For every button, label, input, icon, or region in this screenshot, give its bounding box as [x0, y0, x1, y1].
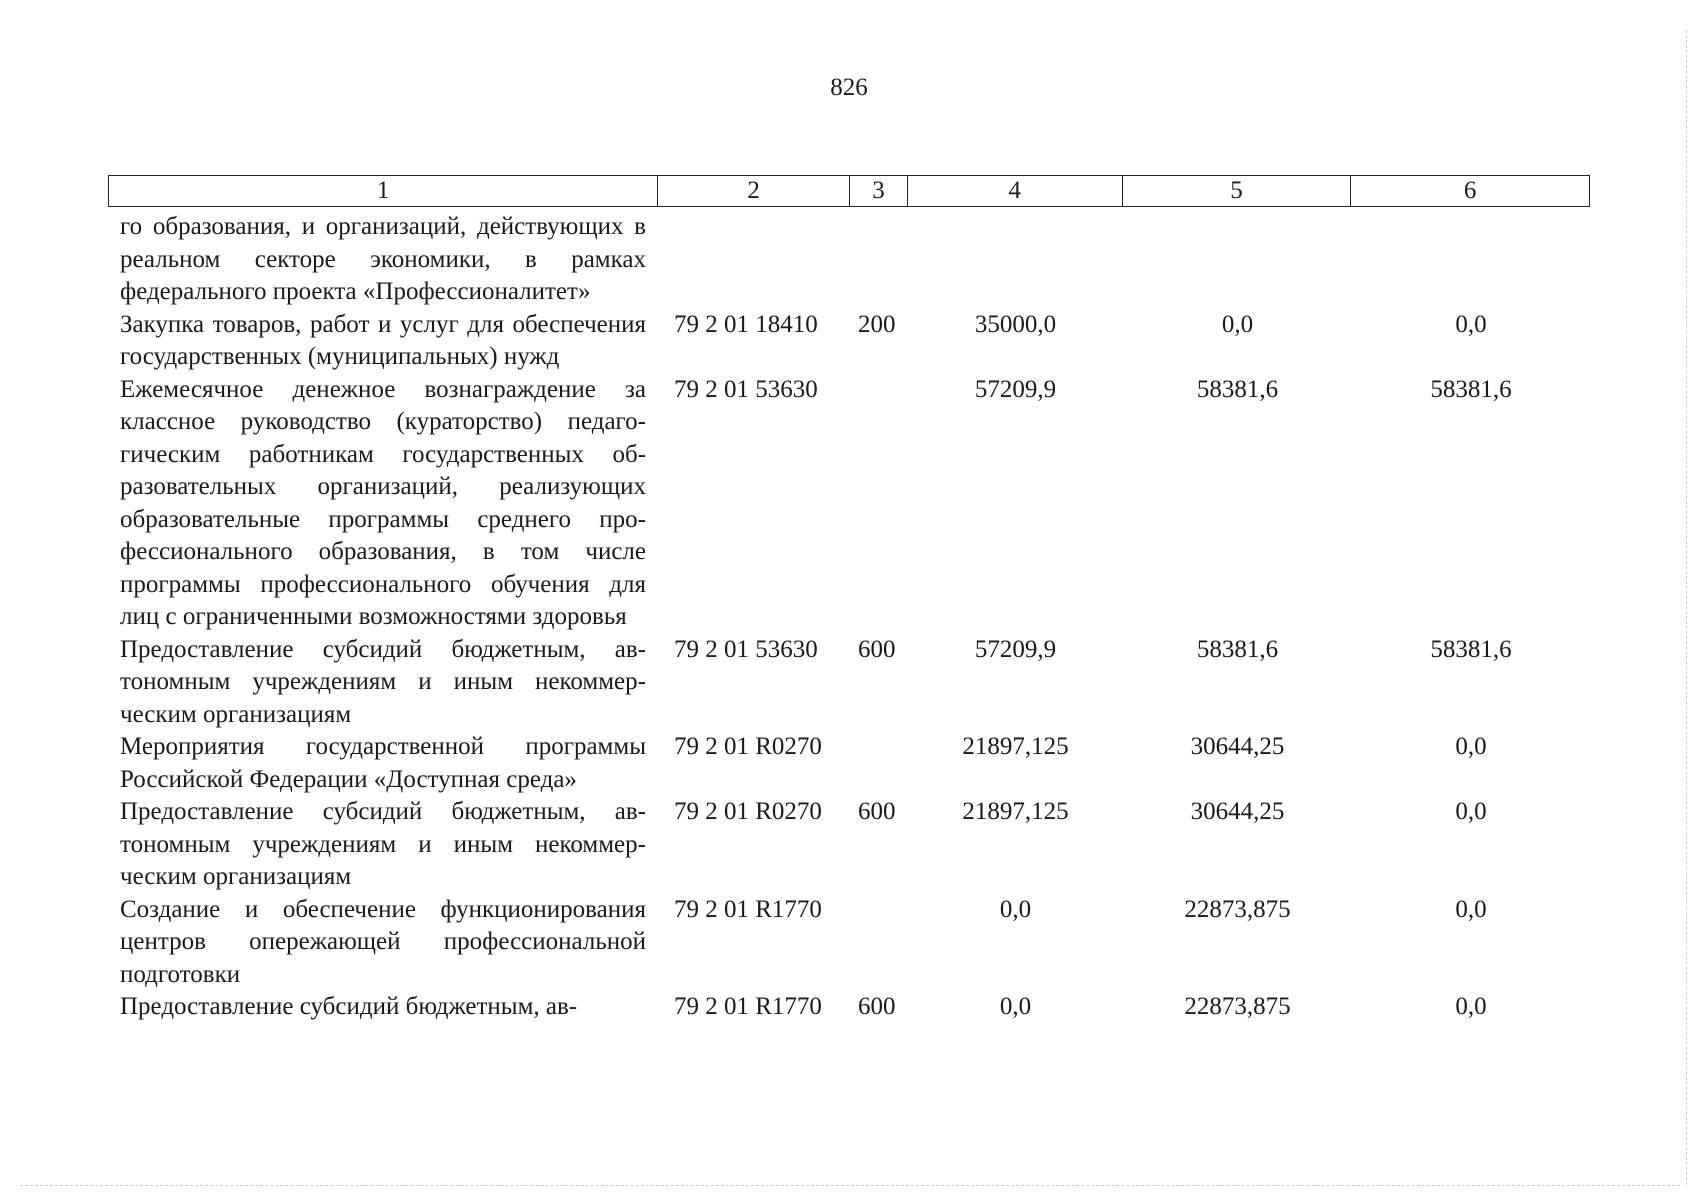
- row-value-6: 0,0: [1455, 798, 1487, 825]
- table-row: [108, 796, 1590, 894]
- row-description: Ежемесячное денежное вознаграждение за классное руководство (кураторство) педагогическим работникам государственных образовательных организаций, реализующих образовательные программы среднего профессионального образования, в том числе программы профессионального обучения для лиц с ограниченными возможностями здоровья: [120, 375, 646, 630]
- table-row: [108, 991, 1590, 1024]
- row-description: Предоставление субсидий бюджетным, автономным учреждениям и иным некоммерческим организациям: [120, 635, 646, 728]
- table-row: [108, 634, 1590, 732]
- row-description: Предоставление субсидий бюджетным, автономным учреждениям и иным некоммерческим организациям: [120, 798, 646, 890]
- row-value-6: 0,0: [1455, 895, 1487, 923]
- row-code: 79 2 01 18410: [674, 310, 818, 338]
- header-col-6: 6: [1463, 177, 1477, 204]
- row-value-4: 35000,0: [974, 310, 1057, 338]
- scan-edge-bottom: [20, 1185, 1680, 1186]
- row-value-4: 21897,125: [962, 798, 1069, 825]
- row-description: Закупка товаров, работ и услуг для обеспечения государственных (муниципальных) нужд: [120, 310, 646, 370]
- row-value-6: 58381,6: [1430, 375, 1512, 403]
- table-row: [108, 374, 1590, 634]
- table-row: [108, 309, 1590, 374]
- row-code: 79 2 01 R1770: [674, 993, 822, 1020]
- row-value-5: 30644,25: [1190, 733, 1285, 760]
- row-value-4: 0,0: [999, 993, 1032, 1020]
- row-code: 79 2 01 R1770: [674, 895, 822, 923]
- row-code: 79 2 01 R0270: [674, 733, 822, 760]
- row-value-6: 0,0: [1455, 310, 1487, 338]
- row-value-5: 58381,6: [1196, 375, 1279, 403]
- row-description: Предоставление субсидий бюджетным, ав-: [120, 993, 578, 1020]
- table-row: [108, 894, 1590, 992]
- row-type: 200: [858, 310, 896, 338]
- header-col-5: 5: [1123, 176, 1352, 206]
- row-value-6: 0,0: [1455, 733, 1487, 760]
- row-type: 600: [858, 635, 896, 663]
- table-row: [108, 211, 1590, 309]
- row-value-6: 58381,6: [1430, 635, 1512, 663]
- row-value-5: 0,0: [1221, 310, 1254, 338]
- row-value-5: 22873,875: [1184, 895, 1291, 923]
- row-description: Мероприятия государственной программы Российской Федерации «Доступная среда»: [120, 733, 646, 793]
- header-col-4: 4: [908, 176, 1123, 206]
- row-value-5: 58381,6: [1196, 635, 1279, 663]
- table-header-row: [108, 175, 1590, 207]
- row-type: 600: [858, 798, 896, 825]
- row-type: 600: [858, 993, 896, 1020]
- row-description: Создание и обеспечение функционирования центров опережающей профессиональной подготовки: [120, 895, 646, 988]
- row-code: 79 2 01 53630: [674, 635, 818, 663]
- table-body: [108, 211, 1590, 1024]
- scan-edge-right: [1686, 30, 1687, 1185]
- row-code: 79 2 01 R0270: [674, 798, 822, 825]
- header-col-2: 2: [658, 176, 850, 206]
- header-col-1: 1: [109, 176, 658, 206]
- page-number: 826: [830, 74, 868, 101]
- row-value-4: 57209,9: [974, 635, 1057, 663]
- row-description: го образования, и организаций, действующих в реальном секторе экономики, в рамках федерального проекта «Профессионалитет»: [120, 213, 646, 305]
- row-value-5: 30644,25: [1190, 798, 1285, 825]
- row-value-4: 21897,125: [962, 733, 1069, 760]
- row-code: 79 2 01 53630: [674, 375, 818, 403]
- row-value-4: 57209,9: [974, 375, 1057, 403]
- row-value-4: 0,0: [999, 895, 1032, 923]
- header-col-3: 3: [850, 176, 908, 206]
- row-value-6: 0,0: [1455, 993, 1487, 1020]
- table-row: [108, 731, 1590, 796]
- row-value-5: 22873,875: [1184, 993, 1291, 1020]
